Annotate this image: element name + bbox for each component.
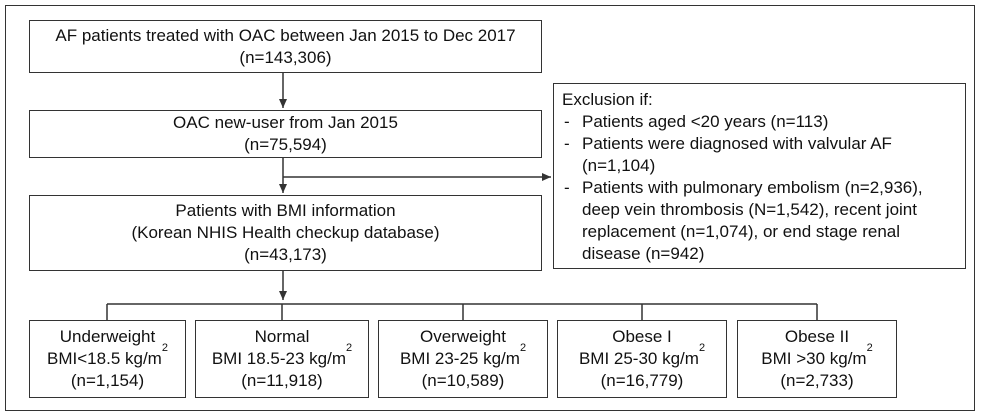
exclusion-item [562,111,957,133]
category-bmi-range: BMI 25-30 $kg/m^2$ [578,342,706,368]
box-oac-treated-line1: AF patients treated with OAC between Jan 2015 to Dec 2017 [55,25,516,45]
box-bmi-information-line2: (Korean NHIS Health checkup database) [131,223,440,242]
category-name: Underweight [59,327,156,346]
category-name: Obese I [612,327,672,346]
box-oac-new-user-count: (n=75,594) [244,135,327,154]
category-bmi-range: BMI >30 $kg/m^2$ [761,342,873,368]
exclusion-item [562,177,957,265]
category-count: (n=10,589) [421,371,505,390]
box-oac-new-user-line1: OAC new-user from Jan 2015 [173,113,398,132]
category-bmi-range: BMI 18.5-23 $kg/m^2$ [211,342,353,368]
box-bmi-information [29,195,542,271]
exclusion-item-line: - Patients aged <20 years (n=113) [582,112,829,131]
box-oac-treated [29,20,542,73]
exclusion-item-line: disease (n=942) [582,244,705,263]
exclusion-item-line: replacement (n=1,074), or end stage renal [582,222,901,241]
category-name: Normal [254,327,310,346]
category-name: Overweight [420,327,506,346]
category-bmi-range: BMI 23-25 $kg/m^2$ [399,342,527,368]
category-count: (n=1,154) [70,371,145,390]
exclusion-item [562,133,957,177]
exclusion-item-line: - Patients were diagnosed with valvular AF [582,134,892,153]
exclusion-item-line: (n=1,104) [582,156,656,175]
box-oac-new-user [29,110,542,158]
box-normal [195,320,369,398]
box-underweight [29,320,186,398]
box-obese-1 [557,320,727,398]
box-oac-treated-count: (n=143,306) [239,47,332,67]
box-overweight [378,320,548,398]
category-count: (n=2,733) [780,371,854,390]
category-count: (n=11,918) [241,371,323,390]
exclusion-box [553,83,966,269]
box-obese-2 [737,320,897,398]
category-count: (n=16,779) [600,371,684,390]
exclusion-title: Exclusion if: [562,90,653,109]
box-bmi-information-count: (n=43,173) [244,245,327,264]
exclusion-item-line: deep vein thrombosis (N=1,542), recent joint [582,200,917,219]
category-bmi-range: BMI<18.5 $kg/m^2$ [47,342,168,368]
category-name: Obese II [784,327,850,346]
exclusion-item-line: - Patients with pulmonary embolism (n=2,936), [582,178,923,197]
box-bmi-information-line1: Patients with BMI information [175,201,396,220]
exclusion-list [562,111,957,265]
